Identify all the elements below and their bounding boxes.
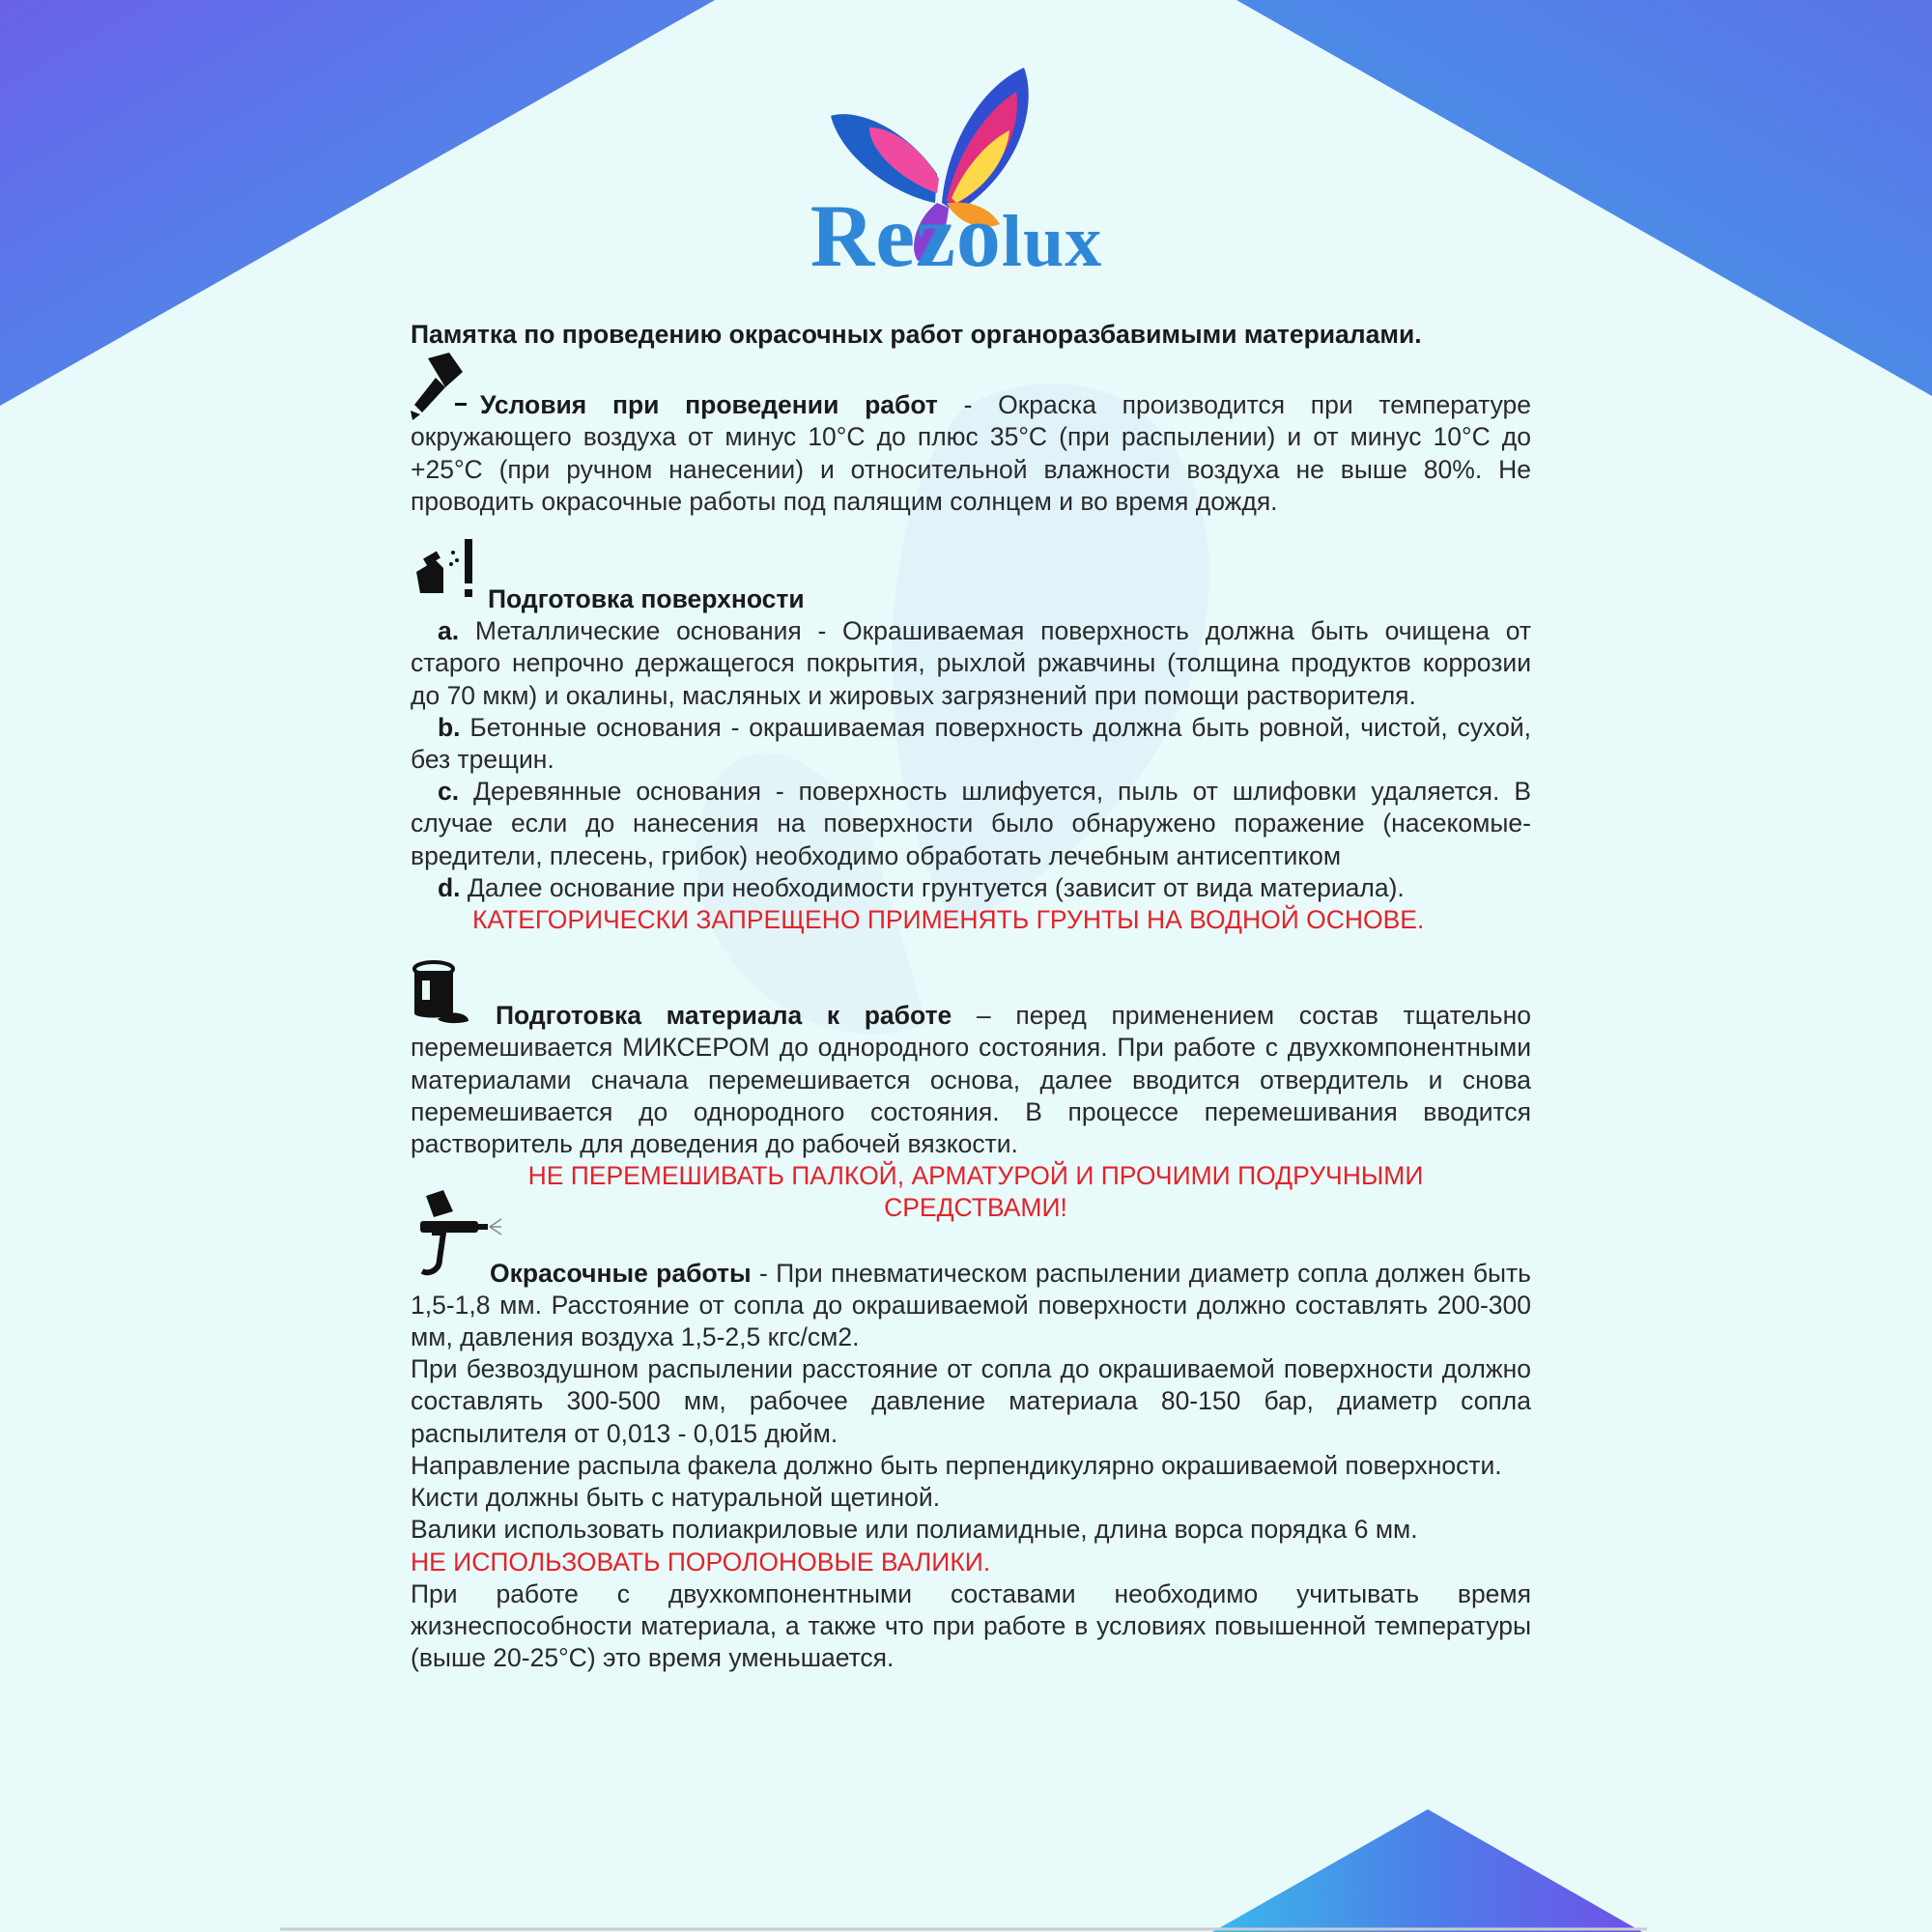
document-body: [411, 319, 1531, 1674]
section-surface: [411, 583, 1531, 936]
brand-name-main: Rezo: [810, 186, 1002, 285]
spray-gun-icon: [411, 1188, 503, 1285]
painting-text6: При работе с двухкомпонентными составами необходимо учитывать время жизнеспособности материала, а также что при работе в условиях повышенной температуры (выше 20-25°С) это время уменьшается.: [411, 1578, 1531, 1673]
material-text: – перед применением состав тщательно перемешивается МИКСЕРОМ до однородного состояния. При работе с двухкомпонентными материалами сначала перемешивается основа, далее вводится отвердитель и снова перемешивается до однородного состояния. В процессе перемешивания вводится растворитель для доведения до рабочей вязкости.: [411, 1001, 1531, 1159]
paint-brush-icon: [407, 353, 469, 420]
surface-b-label: b.: [438, 712, 461, 742]
painting-text3: Направление распыла факела должно быть перпендикулярно окрашиваемой поверхности.: [411, 1450, 1502, 1480]
surface-warning: КАТЕГОРИЧЕСКИ ЗАПРЕЩЕНО ПРИМЕНЯТЬ ГРУНТЫ НА ВОДНОЙ ОСНОВЕ.: [472, 905, 1425, 935]
conditions-heading: Условия при проведении работ: [480, 390, 938, 420]
brand-wordmark: [802, 186, 1111, 285]
surface-c-label: c.: [438, 777, 460, 807]
painting-text1: - При пневматическом распылении диаметр сопла должен быть 1,5-1,8 мм. Расстояние от сопла до окрашиваемой поверхности должно составлять 200-300 мм, давления воздуха 1,5-2,5 кгс/см2.: [411, 1258, 1531, 1352]
painting-text5: Валики использовать полиакриловые или полиамидные, длина ворса порядка 6 мм.: [411, 1515, 1418, 1545]
paint-can-icon: [409, 959, 470, 1027]
surface-d-label: d.: [438, 872, 461, 902]
painting-text2: При безвоздушном распылении расстояние от сопла до окрашиваемой поверхности должно составлять 300-500 мм, рабочее давление материала 80-150 бар, диаметр сопла распылителя от 0,013 - 0,015 дюйм.: [411, 1354, 1531, 1448]
surface-d-text: Далее основание при необходимости грунтуется (зависит от вида материала).: [460, 872, 1405, 902]
material-heading: Подготовка материала к работе: [496, 1001, 952, 1031]
painting-text4: Кисти должны быть с натуральной щетиной.: [411, 1483, 941, 1513]
surface-heading: Подготовка поверхности: [488, 584, 805, 614]
surface-a-text: Металлические основания - Окрашиваемая поверхность должна быть очищена от старого непрочно держащегося покрытия, рыхлой ржавчины (толщина продуктов коррозии до 70 мкм) и окалины, масляных и жировых загрязнений при помощи растворителя.: [411, 616, 1531, 710]
material-warning-line1: НЕ ПЕРЕМЕШИВАТЬ ПАЛКОЙ, АРМАТУРОЙ И ПРОЧИМИ ПОДРУЧНЫМИ: [527, 1161, 1424, 1191]
painting-warning: НЕ ИСПОЛЬЗОВАТЬ ПОРОЛОНОВЫЕ ВАЛИКИ.: [411, 1547, 991, 1577]
surface-a-label: a.: [438, 616, 460, 646]
bottom-shape: [1212, 1809, 1642, 1932]
material-warning-line2: СРЕДСТВАМИ!: [884, 1193, 1067, 1223]
surface-c-text: Деревянные основания - поверхность шлифуется, пыль от шлифовки удаляется. В случае если до нанесения на поверхности было обнаружено поражение (насекомые-вредители, плесень, грибок) необходимо обработать лечебным антисептиком: [411, 777, 1531, 870]
section-material: [411, 1000, 1531, 1224]
sanding-tool-icon: [414, 533, 476, 601]
painting-heading: Окрасочные работы: [490, 1258, 752, 1288]
section-conditions: [411, 389, 1531, 518]
brand-name-tail: lux: [1001, 201, 1103, 282]
page-title: Памятка по проведению окрасочных работ органоразбавимыми материалами.: [411, 320, 1422, 349]
conditions-text: - Окраска производится при температуре окружающего воздуха от минус 10°С до плюс 35°С (при распылении) и от минус 10°С до +25°С (при ручном нанесении) и относительной влажности воздуха не выше 80%. Не проводить окрасочные работы под палящим солнцем и во время дождя.: [411, 390, 1532, 516]
section-painting: [411, 1258, 1531, 1675]
surface-b-text: Бетонные основания - окрашиваемая поверхность должна быть ровной, чистой, сухой, без трещин.: [411, 712, 1531, 775]
